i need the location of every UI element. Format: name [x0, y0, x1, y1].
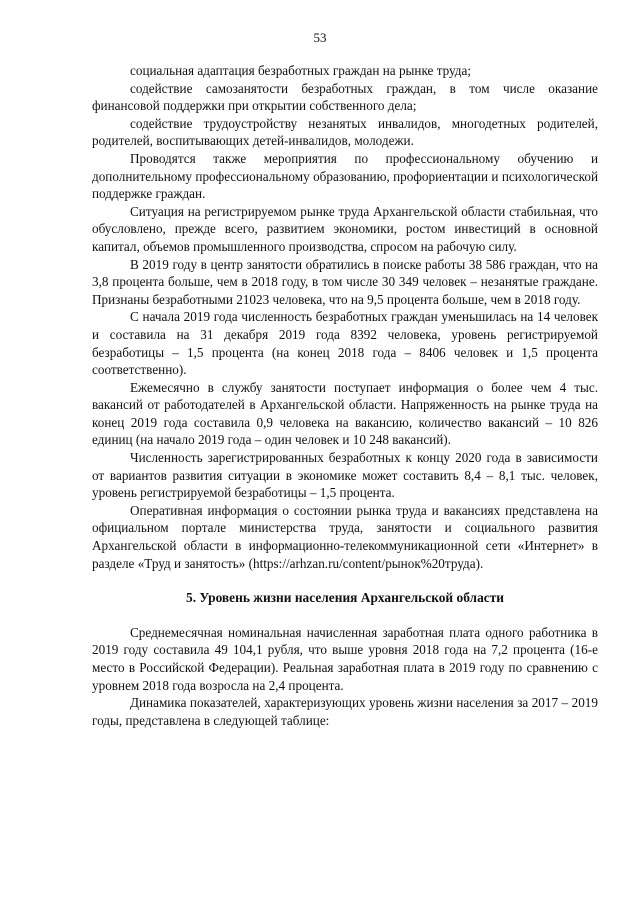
page-number: 53	[313, 30, 327, 45]
document-body	[92, 62, 598, 729]
paragraph: содействие трудоустройству незанятых инвалидов, многодетных родителей, родителей, воспитывающих детей-инвалидов, молодежи.	[92, 115, 598, 149]
paragraph: Проводятся также мероприятия по профессиональному обучению и дополнительному профессиональному образованию, профориентации и психологической поддержке граждан.	[92, 150, 598, 202]
paragraph: Ситуация на регистрируемом рынке труда Архангельской области стабильная, что обусловлено, прежде всего, развитием экономики, ростом инвестиций в основной капитал, объемов промышленного производства, спросом на рабочую силу.	[92, 203, 598, 254]
section-heading: 5. Уровень жизни населения Архангельской области	[186, 590, 504, 606]
paragraph: Динамика показателей, характеризующих уровень жизни населения за 2017 – 2019 годы, представлена в следующей таблице:	[92, 695, 598, 728]
paragraph: Ежемесячно в службу занятости поступает информация о более чем 4 тыс. вакансий от работодателей в Архангельской области. Напряженность на рынке труда на конец 2019 года составила 0,9 человека на вакансию, количество вакансий – 10 826 единиц (на начало 2019 года – один человек и 10 248 вакансий).	[92, 379, 598, 448]
paragraph: Среднемесячная номинальная начисленная заработная плата одного работника в 2019 году составила 49 104,1 рубля, что выше уровня 2018 года на 7,2 процента (16-е место в Российской Федерации). Реальная заработная плата в 2019 году по сравнению с уровнем 2018 года возросла на 2,4 процента.	[92, 624, 598, 693]
paragraph: В 2019 году в центр занятости обратились в поиске работы 38 586 граждан, что на 3,8 процента больше, чем в 2018 году, в том числе 30 349 человек – незанятые граждане. Признаны безработными 21023 человека, что на 9,5 процента больше, чем в 2018 году.	[92, 256, 598, 307]
paragraph: содействие самозанятости безработных граждан, в том числе оказание финансовой поддержки при открытии собственного дела;	[92, 80, 598, 114]
paragraph: Оперативная информация о состоянии рынка труда и вакансиях представлена на официальном портале министерства труда, занятости и социального развития Архангельской области в информационно-телекоммуникационной сети «Интернет» в разделе «Труд и занятость» (https://arhzan.ru/content/рынок%20труда).	[92, 502, 598, 571]
paragraph: социальная адаптация безработных граждан на рынке труда;	[130, 63, 472, 78]
paragraph: Численность зарегистрированных безработных к концу 2020 года в зависимости от вариантов развития ситуации в экономике может составить 8,4 – 8,1 тыс. человек, уровень регистрируемой безработицы – 1,5 процента.	[92, 450, 598, 501]
paragraph: С начала 2019 года численность безработных граждан уменьшилась на 14 человек и составила на 31 декабря 2019 года 8392 человека, уровень регистрируемой безработицы – 1,5 процента (на конец 2018 года – 8406 человек и 1,5 процента соответственно).	[92, 309, 598, 378]
